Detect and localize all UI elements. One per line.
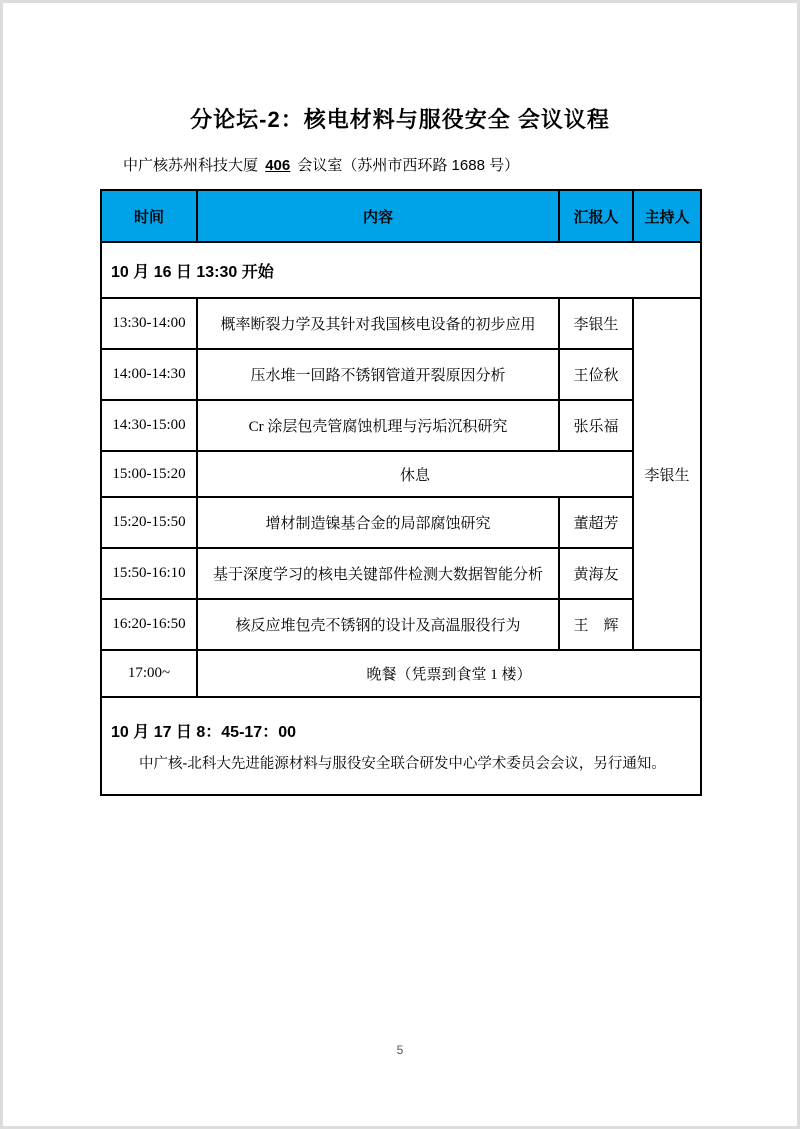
table-header-row bbox=[101, 190, 701, 242]
moderator-cell: 李银生 bbox=[633, 298, 701, 650]
break-label: 休息 bbox=[197, 451, 633, 497]
session-time: 15:00-15:20 bbox=[101, 451, 197, 497]
venue-line bbox=[123, 154, 797, 175]
session-speaker: 李银生 bbox=[559, 298, 633, 349]
break-row bbox=[101, 451, 701, 497]
header-content: 内容 bbox=[197, 190, 559, 242]
session-time: 16:20-16:50 bbox=[101, 599, 197, 650]
venue-prefix: 中广核苏州科技大厦 bbox=[123, 157, 259, 174]
table-row bbox=[101, 400, 701, 451]
session-time: 15:50-16:10 bbox=[101, 548, 197, 599]
venue-room-number: 406 bbox=[265, 157, 291, 174]
agenda-table bbox=[100, 189, 702, 796]
venue-suffix: 会议室（苏州市西环路 1688 号） bbox=[297, 157, 520, 174]
session-topic: 概率断裂力学及其针对我国核电设备的初步应用 bbox=[197, 298, 559, 349]
session-topic: Cr 涂层包壳管腐蚀机理与污垢沉积研究 bbox=[197, 400, 559, 451]
session-time: 13:30-14:00 bbox=[101, 298, 197, 349]
table-row bbox=[101, 497, 701, 548]
session-time: 14:00-14:30 bbox=[101, 349, 197, 400]
session-time: 14:30-15:00 bbox=[101, 400, 197, 451]
header-time: 时间 bbox=[101, 190, 197, 242]
day2-note: 中广核-北科大先进能源材料与服役安全联合研发中心学术委员会会议，另行通知。 bbox=[139, 756, 666, 772]
dinner-row bbox=[101, 650, 701, 697]
day2-heading: 10 月 17 日 8：45-17：00 bbox=[111, 724, 296, 741]
table-row bbox=[101, 599, 701, 650]
dinner-time: 17:00~ bbox=[101, 650, 197, 697]
session-speaker: 王俭秋 bbox=[559, 349, 633, 400]
day2-row bbox=[101, 697, 701, 795]
session-topic: 压水堆一回路不锈钢管道开裂原因分析 bbox=[197, 349, 559, 400]
page-number: 5 bbox=[396, 1043, 404, 1057]
table-row bbox=[101, 548, 701, 599]
table-row bbox=[101, 298, 701, 349]
session-topic: 基于深度学习的核电关键部件检测大数据智能分析 bbox=[197, 548, 559, 599]
session-time: 15:20-15:50 bbox=[101, 497, 197, 548]
session-topic: 核反应堆包壳不锈钢的设计及高温服役行为 bbox=[197, 599, 559, 650]
session-speaker: 董超芳 bbox=[559, 497, 633, 548]
session-speaker: 张乐福 bbox=[559, 400, 633, 451]
table-row bbox=[101, 349, 701, 400]
page-title: 分论坛-2：核电材料与服役安全 会议议程 bbox=[190, 107, 610, 132]
header-speaker: 汇报人 bbox=[559, 190, 633, 242]
session-speaker: 王 辉 bbox=[559, 599, 633, 650]
header-chair: 主持人 bbox=[633, 190, 701, 242]
day2-cell bbox=[101, 697, 701, 795]
day1-header-row bbox=[101, 242, 701, 298]
dinner-label: 晚餐（凭票到食堂 1 楼） bbox=[197, 650, 701, 697]
session-speaker: 黄海友 bbox=[559, 548, 633, 599]
day1-header-cell: 10 月 16 日 13:30 开始 bbox=[101, 242, 701, 298]
session-topic: 增材制造镍基合金的局部腐蚀研究 bbox=[197, 497, 559, 548]
